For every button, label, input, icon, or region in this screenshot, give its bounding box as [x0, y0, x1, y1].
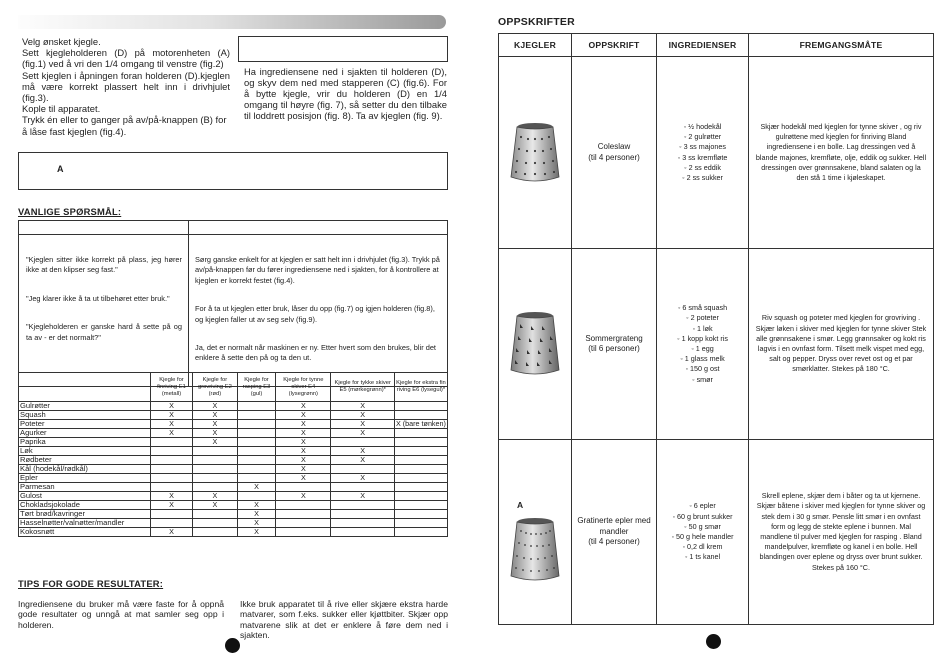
cone-mark-cell: X: [331, 447, 394, 456]
recipe-name-cell: [572, 57, 657, 249]
cone-grater-image: [509, 516, 561, 584]
cone-grater-image: [509, 310, 561, 378]
table-row: [19, 483, 448, 492]
page-marker-left: [225, 638, 240, 653]
cone-column-header: Kjegle for grovriving E2 (rød): [192, 373, 237, 402]
recipe-name: Sommergrateng: [585, 333, 643, 343]
cone-mark-cell: [394, 456, 447, 465]
cone-mark-cell: X: [237, 510, 275, 519]
cone-mark-cell: X: [331, 456, 394, 465]
cone-mark-cell: X: [276, 402, 331, 411]
table-row: [19, 474, 448, 483]
cone-mark-cell: [237, 402, 275, 411]
cone-image-cell: [499, 57, 572, 249]
cone-mark-cell: [151, 510, 193, 519]
method-text: Riv squash og poteter med kjeglen for grovriving . Skjær løken i skiver med kjeglen for tynne skiver Stek alle grønnsakene i smør. Legg grønnsaker og kokt ris lagvis i en ovnfast form. Tilsett melk vispet med egg, salt og pepper. Dryss over revet ost og et par smørklatter. Stekes på 180 °C.: [749, 249, 934, 440]
vegetable-name: Løk: [19, 447, 151, 456]
cone-mark-cell: [151, 438, 193, 447]
cone-mark-cell: [331, 501, 394, 510]
cone-mark-cell: [151, 465, 193, 474]
cone-mark-cell: X: [276, 438, 331, 447]
cone-mark-cell: [192, 519, 237, 528]
cone-mark-cell: [151, 447, 193, 456]
cone-mark-cell: X: [331, 429, 394, 438]
cone-mark-cell: [237, 420, 275, 429]
ingredients-cell: [657, 57, 749, 249]
vegetable-name: Epler: [19, 474, 151, 483]
recipe-serving: (til 4 personer): [588, 152, 640, 162]
ingredients-cell: [657, 440, 749, 625]
ingredient-item: ◦ 1 egg: [691, 344, 714, 353]
vegetable-name: Parmesan: [19, 483, 151, 492]
page-header-bar: [18, 15, 446, 29]
cone-mark-cell: [192, 447, 237, 456]
table-row: [19, 402, 448, 411]
cone-mark-cell: X: [192, 420, 237, 429]
cone-mark-cell: [394, 402, 447, 411]
cone-image-cell: [499, 440, 572, 625]
vegetable-name: Tørt brød/kavringer: [19, 510, 151, 519]
cone-mark-cell: [394, 492, 447, 501]
empty-box: [238, 36, 448, 62]
cone-mark-cell: [394, 519, 447, 528]
ingredient-item: ◦ 50 g smør: [684, 521, 721, 531]
ingredient-item: ◦ smør: [692, 374, 713, 384]
cone-mark-cell: [276, 528, 331, 537]
cone-mark-cell: X: [192, 492, 237, 501]
faq-heading: VANLIGE SPØRSMÅL:: [18, 206, 122, 217]
ingredient-item: ◦ 1 ts kanel: [684, 552, 721, 562]
cone-mark-cell: X: [151, 492, 193, 501]
cone-mark-cell: [394, 510, 447, 519]
ingredient-item: ◦ 2 ss eddik: [684, 162, 721, 172]
cone-mark-cell: X: [237, 519, 275, 528]
cone-mark-cell: [394, 483, 447, 492]
vegetable-name: Kål (hodekål/rødkål): [19, 465, 151, 474]
ingredient-item: ◦ 1 glass melk: [680, 354, 725, 364]
cone-mark-cell: [331, 510, 394, 519]
col-header-cones: KJEGLER: [499, 34, 572, 57]
cone-mark: A: [517, 500, 524, 510]
ingredient-item: ◦ 0,2 dl krem: [682, 542, 723, 552]
recipe-serving: (til 4 personer): [588, 537, 640, 547]
cone-mark-cell: X (bare tønken): [395, 419, 446, 428]
cone-mark-cell: [192, 456, 237, 465]
recipe-name: Coleslaw: [597, 142, 631, 151]
cone-mark-cell: [394, 438, 447, 447]
vegetable-name: Chokladsjokolade: [19, 501, 151, 510]
recipes-heading: OPPSKRIFTER: [498, 16, 575, 28]
method-text: Skrell eplene, skjær dem i båter og ta ut kjernene. Skjær båtene i skiver med kjeglen for tynne skiver og stek dem i 30 g smør. Pensle litt smør i en ovnfast form og legg de stekte eplene i bunnen. Mal mandlene til pulver med kjeglen for rasping . Bland mandelpulver, kremfløte og kanel i en bolle. Hell blandingen over eplene og dryss over brunt sukker. Stekes på 160 °C.: [749, 440, 934, 625]
instruction-line: Kople til apparatet.: [22, 103, 101, 115]
ingredient-item: ◦ 3 ss kremfløte: [677, 152, 728, 162]
faq-questions: [19, 235, 189, 387]
cone-mark-cell: [331, 528, 394, 537]
vegetable-name: Kokosnøtt: [19, 528, 151, 537]
cone-mark-cell: [394, 447, 447, 456]
col-header-recipe: OPPSKRIFT: [572, 34, 657, 57]
faq-question: "Kjeglen sitter ikke korrekt på plass, jeg hører ikke at den klipser seg fast.": [26, 255, 182, 275]
table-row: [19, 429, 448, 438]
instruction-line: Trykk én eller to ganger på av/på-knappen (B) for å låse fast kjeglen (fig.4).: [22, 114, 227, 137]
cone-image-cell: [499, 249, 572, 440]
cone-mark-cell: [276, 519, 331, 528]
cone-mark-cell: [394, 465, 447, 474]
faq-answer: For å ta ut kjeglen etter bruk, låser du opp (fig.7) og igjen holderen (fig.8), og kjeglen faller ut av seg selv (fig.9).: [195, 304, 435, 324]
table-row: [19, 420, 448, 429]
cone-mark-cell: [276, 501, 331, 510]
cone-mark-cell: X: [192, 438, 237, 447]
page-marker-right: [706, 634, 721, 649]
ingredient-item: ◦ 3 ss majones: [679, 142, 726, 152]
instruction-line: Sett kjegleholderen (D) på motorenheten (A) (fig.1) ved å vri den 1/4 omgang til venstre (fig.2): [22, 47, 230, 70]
recipe-name: Gratinerte epler med mandler: [577, 516, 651, 536]
table-row: [19, 519, 448, 528]
vegetable-cone-table: [18, 372, 448, 537]
cone-mark-cell: X: [237, 528, 275, 537]
ingredient-item: ◦ 150 g ost: [685, 364, 720, 374]
table-row: [19, 528, 448, 537]
vegetable-name: Gulrøtter: [19, 402, 151, 411]
vegetable-name: Rødbeter: [19, 456, 151, 465]
ingredient-item: ◦ 2 poteter: [686, 313, 719, 323]
cone-mark-cell: X: [276, 492, 331, 501]
cone-mark-cell: X: [151, 429, 193, 438]
col-header-ingredients: INGREDIENSER: [657, 34, 749, 57]
cone-mark-cell: [192, 528, 237, 537]
cone-mark-cell: [394, 501, 447, 510]
note-mark: A: [57, 164, 64, 174]
cone-column-header: Kjegle for tykke skiver E5 (mørkegrønn)*: [331, 373, 394, 402]
cone-mark-cell: X: [192, 402, 237, 411]
cone-mark-cell: X: [151, 402, 193, 411]
faq-answer: Sørg ganske enkelt for at kjeglen er satt helt inn i drivhjulet (fig.3). Trykk på av/på-knappen før du fører ingrediensene ned i sjakten, for å kontrollere at kjeglen er korrekt festet (fig.4).: [195, 255, 440, 285]
cone-mark-cell: X: [237, 483, 275, 492]
faq-table: [18, 220, 448, 387]
ingredient-item: ◦ 50 g hele mandler: [671, 532, 734, 541]
cone-mark-cell: [394, 429, 447, 438]
cone-mark-cell: X: [276, 411, 331, 420]
instruction-line: Sett kjeglen i åpningen foran holderen (D).kjeglen må være korrekt plassert helt inn i drivhjulet (fig.3).: [22, 69, 230, 104]
note-box: [18, 152, 448, 190]
recipe-name-cell: [572, 249, 657, 440]
col-header-method: FREMGANGSMÅTE: [749, 34, 934, 57]
cone-mark-cell: X: [331, 474, 394, 483]
cone-mark-cell: [394, 474, 447, 483]
ingredients-cell: [657, 249, 749, 440]
table-row: [19, 492, 448, 501]
cone-mark-cell: [237, 438, 275, 447]
faq-question: "Jeg klarer ikke å ta ut tilbehøret etter bruk.": [26, 293, 170, 303]
table-row: [19, 465, 448, 474]
cone-mark-cell: [394, 528, 447, 537]
instruction-line: Velg ønsket kjegle.: [22, 36, 101, 47]
recipe-serving: (til 6 personer): [588, 344, 640, 353]
cone-mark-cell: X: [151, 420, 193, 429]
ingredient-item: ◦ 1 kopp kokt ris: [677, 333, 728, 343]
vegetable-name: Squash: [19, 411, 151, 420]
cone-mark-cell: X: [331, 402, 394, 411]
cone-mark-cell: X: [331, 492, 394, 501]
cone-mark-cell: [276, 510, 331, 519]
recipe-row: [499, 57, 934, 249]
cone-mark-cell: X: [276, 474, 331, 483]
cone-mark-cell: X: [276, 447, 331, 456]
instructions-left: [22, 36, 230, 137]
ingredient-item: ◦ 2 ss sukker: [682, 172, 723, 182]
cone-mark-cell: [192, 474, 237, 483]
cone-mark-cell: X: [276, 429, 331, 438]
ingredient-item: ◦ 6 epler: [689, 501, 716, 511]
cone-mark-cell: [151, 474, 193, 483]
cone-mark-cell: X: [192, 429, 237, 438]
ingredient-item: ◦ ½ hodekål: [683, 121, 722, 131]
cone-mark-cell: X: [192, 501, 237, 510]
cone-mark-cell: [237, 429, 275, 438]
faq-answers: [189, 235, 448, 387]
recipes-table: [498, 33, 934, 625]
recipe-name-cell: [572, 440, 657, 625]
instructions-right: Ha ingrediensene ned i sjakten til holderen (D), og skyv dem ned med stapperen (C) (fig.6). For å bytte kjegle, vrir du holderen (D) en 1/4 omgang til høyre (fig. 7), så setter du den tilbake til loddrett posisjon (fig. 8). Ta av kjeglen (fig. 9).: [244, 66, 447, 121]
cone-mark-cell: X: [276, 456, 331, 465]
faq-answer: Ja, det er normalt når maskinen er ny. Etter hvert som den brukes, blir det enklere å sette den på og ta den ut.: [195, 343, 436, 363]
cone-mark-cell: [151, 456, 193, 465]
cone-mark-cell: X: [331, 411, 394, 420]
faq-question: "Kjegleholderen er ganske hard å sette på og ta av - er det normalt?": [26, 322, 182, 342]
table-row: [19, 411, 448, 420]
cone-mark-cell: [192, 510, 237, 519]
cone-mark-cell: X: [151, 501, 193, 510]
method-text: Skjær hodekål med kjeglen for tynne skiver , og riv gulrøttene med kjeglen for finriving Bland ingrediensene i en bolle. Lag dressingen ved å blande majones, kremfløte, olje, eddik og sukker. Hell dressingen over grønnsakene, bland salaten og la den stå 1 time i kjøleskapet.: [749, 57, 934, 249]
vegetable-name: Paprika: [19, 438, 151, 447]
vegetable-name: Poteter: [19, 420, 151, 429]
cone-mark-cell: [237, 447, 275, 456]
cone-mark-cell: X: [151, 528, 193, 537]
cone-mark-cell: X: [331, 420, 394, 429]
cone-mark-cell: X: [192, 411, 237, 420]
ingredient-item: ◦ 60 g brunt sukker: [672, 511, 733, 521]
vegetable-name: Agurker: [19, 429, 151, 438]
cone-mark-cell: [237, 411, 275, 420]
cone-grater-image: [509, 121, 561, 185]
cone-mark-cell: X: [151, 411, 193, 420]
ingredient-item: ◦ 6 små squash: [677, 303, 728, 313]
cone-mark-cell: X: [276, 420, 331, 429]
cone-mark-cell: [192, 465, 237, 474]
table-row: [19, 438, 448, 447]
cone-mark-cell: [331, 519, 394, 528]
recipe-row: [499, 249, 934, 440]
cone-column-header: Kjegle for finriving E1 (metall): [151, 373, 193, 402]
cone-mark-cell: [237, 456, 275, 465]
cone-mark-cell: X: [276, 465, 331, 474]
cone-mark-cell: [237, 465, 275, 474]
table-row: [19, 447, 448, 456]
recipe-row: [499, 440, 934, 625]
ingredient-item: ◦ 1 løk: [692, 323, 713, 333]
cone-mark-cell: X: [237, 501, 275, 510]
cone-column-header: Kjegle for rasping E3 (gul): [237, 373, 275, 402]
cone-column-header: Kjegle for ekstra fin riving E6 (lysegul)*: [394, 373, 447, 402]
tips-left-text: Ingrediensene du bruker må være faste for å oppnå gode resultater og unngå at mat samler seg opp i holderen.: [18, 599, 224, 630]
tips-right-text: Ikke bruk apparatet til å rive eller skjære ekstra harde matvarer, som f.eks. sukker eller kjøttbiter. Skjær opp matvarene slik at det er enklere å føre dem ned i sjakten.: [240, 599, 448, 641]
cone-column-header: Kjegle for tynne skiver E4 (lysegrønn): [276, 373, 331, 402]
ingredient-item: ◦ 2 gulrøtter: [683, 132, 722, 142]
vegetable-name: Gulost: [19, 492, 151, 501]
tips-heading: TIPS FOR GODE RESULTATER:: [18, 578, 164, 589]
vegetable-name: Hasselnøtter/valnøtter/mandler: [19, 519, 151, 528]
